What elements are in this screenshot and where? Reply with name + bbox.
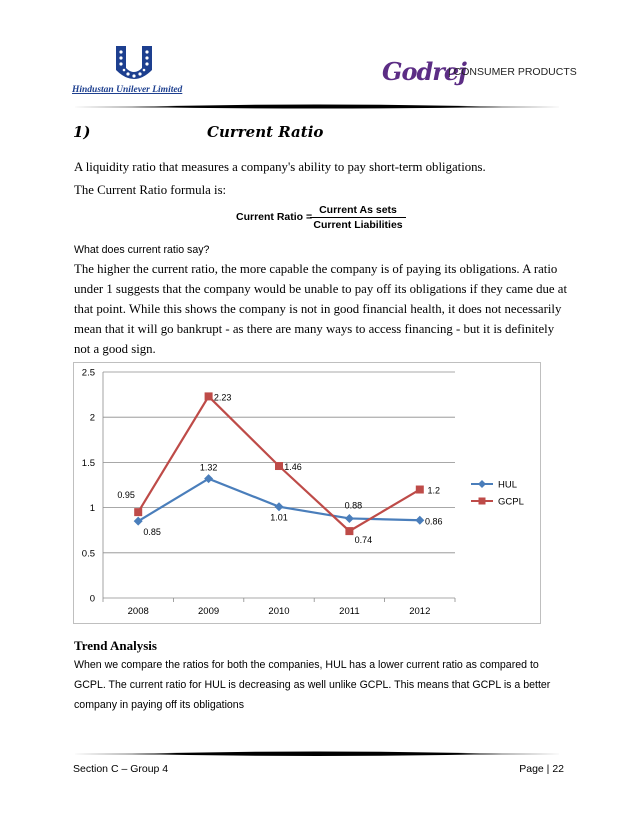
legend-label: HUL [498,479,518,491]
data-label: 0.88 [344,500,363,511]
gcpl-data-point [134,508,142,516]
footer-divider [72,750,562,758]
legend-marker [479,498,486,505]
data-label: 2.23 [213,392,232,403]
explanation-line: not a good sign. [74,342,156,356]
y-tick-label: 2 [89,412,95,424]
godrej-logo: Godrej [382,57,466,86]
formula-lhs: Current Ratio = [236,211,313,223]
y-tick-label: 0.5 [81,548,95,560]
explanation-line: The higher the current ratio, the more capable the company is of paying its obligations. A ratio [74,262,558,276]
data-label: 0.86 [425,516,443,527]
trend-line: company in paying off its obligations [74,699,244,711]
hul-logo [72,44,207,100]
data-label: 0.95 [117,490,135,501]
data-label: 1.46 [284,462,302,473]
data-label: 1.01 [270,512,288,523]
y-tick-label: 2.5 [81,367,95,379]
formula-intro: The Current Ratio formula is: [74,183,227,197]
y-tick-label: 0 [89,593,95,605]
section-number: 1) [73,123,91,141]
y-tick-label: 1.5 [81,457,95,469]
trend-analysis-title: Trend Analysis [74,638,157,653]
question-heading: What does current ratio say? [74,244,210,256]
data-label: 0.85 [143,527,161,538]
hul-logo-text: Hindustan Unilever Limited [72,85,183,95]
footer-page-number: Page | 22 [519,763,564,775]
unilever-u-icon [112,44,156,84]
data-label: 1.32 [199,462,218,473]
explanation-line: under 1 suggests that the company would be unable to pay off its obligations if they came due at [74,282,568,296]
y-tick-label: 1 [89,503,95,515]
gcpl-data-point [416,486,424,494]
formula-fraction [310,203,406,232]
explanation-line: mean that it will go bankrupt - as there are many ways to access financing - but it is definitely [74,322,555,336]
formula-denominator: Current Liabilities [313,219,403,231]
x-tick-label: 2011 [339,606,360,617]
godrej-division-label: | CONSUMER PRODUCTS [448,66,577,78]
x-tick-label: 2010 [268,606,290,617]
formula-numerator: Current As sets [310,203,406,218]
intro-paragraph: A liquidity ratio that measures a company's ability to pay short-term obligations. [74,160,486,174]
section-title: Current Ratio [207,123,324,141]
x-tick-label: 2012 [409,606,431,617]
legend-label: GCPL [498,496,524,508]
footer-section-label: Section C – Group 4 [73,763,169,775]
explanation-paragraph [74,259,570,359]
data-label: 1.2 [427,485,441,496]
gcpl-data-point [275,462,283,470]
trend-line: When we compare the ratios for both the companies, HUL has a lower current ratio as compared to [74,659,539,671]
gcpl-data-point [345,527,353,535]
x-tick-label: 2008 [127,606,149,617]
header-divider [72,102,562,110]
trend-analysis-paragraph [74,655,574,715]
current-ratio-chart [73,362,541,624]
x-tick-label: 2009 [198,606,220,617]
gcpl-data-point [205,392,213,400]
trend-line: GCPL. The current ratio for HUL is decreasing as well unlike GCPL. This means that GCPL is a better [74,679,551,691]
explanation-line: that point. While this shows the company is not in good financial health, it does not necessarily [74,302,562,316]
data-label: 0.74 [354,535,373,546]
